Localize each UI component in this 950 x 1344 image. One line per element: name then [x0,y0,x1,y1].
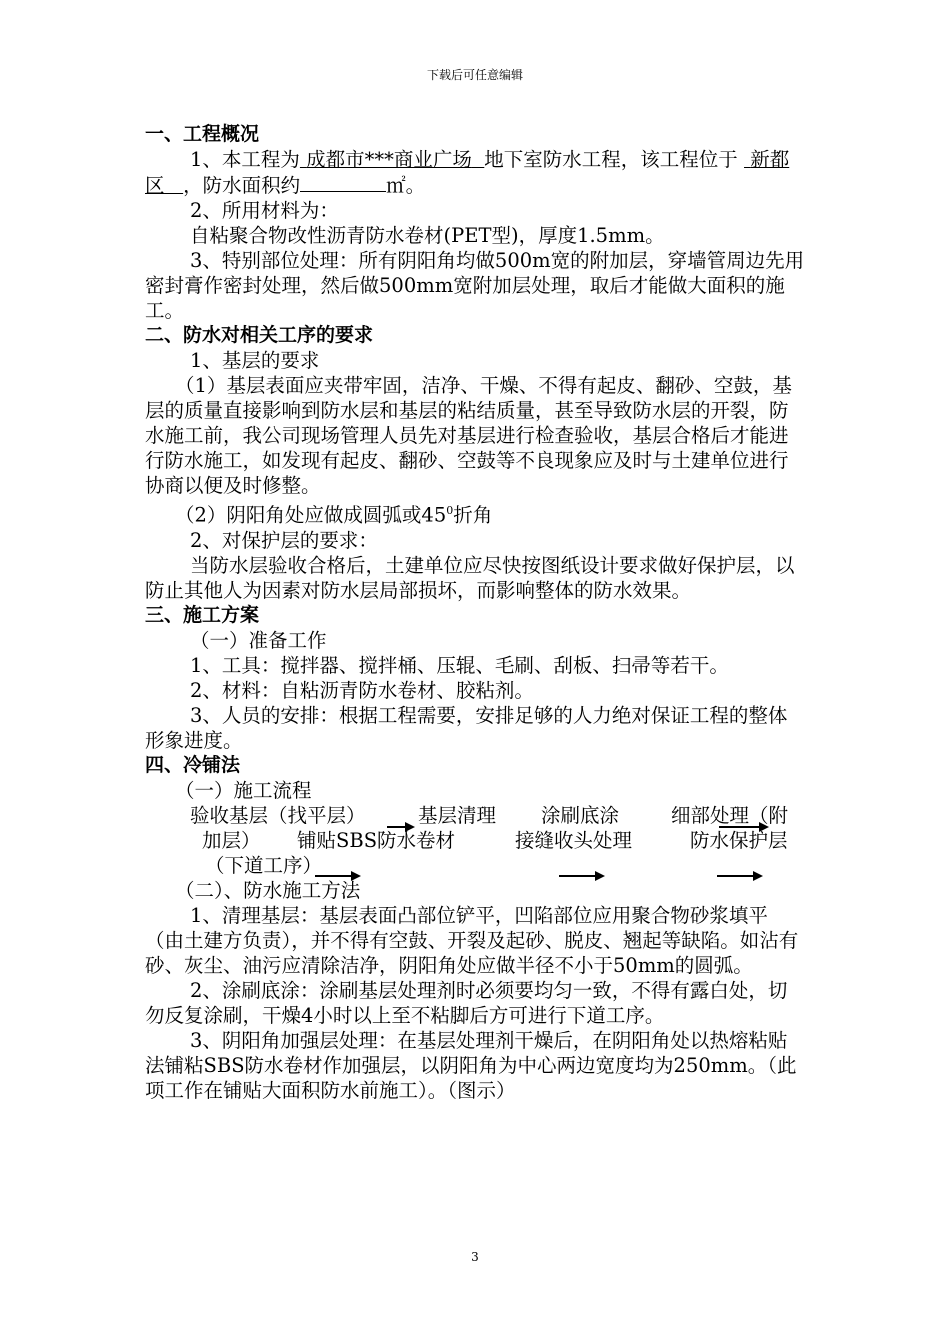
section-2-title: 二、防水对相关工序的要求 [145,324,374,346]
flow-step: （下道工序） [205,853,323,877]
paragraph [145,498,805,528]
paragraph: （一）准备工作 [190,628,327,652]
paragraph: 1、工具：搅拌器、搅拌桶、压辊、毛刷、刮板、扫帚等若干。 [190,653,729,677]
paragraph: 1、基层的要求 [190,349,320,372]
section-4-title: 四、冷铺法 [145,753,241,776]
flow-step: 涂刷底涂 [541,803,620,827]
paragraph: 2、材料：自粘沥青防水卷材、胶粘剂。 [190,678,534,702]
paragraph: （1）基层表面应夹带牢固，洁净、干燥、不得有起皮、翻砂、空鼓，基层的质量直接影响到防水层和基层的粘结质量，甚至导致防水层的开裂，防水施工前，我公司现场管理人员先对基层进行检查验收，基层合格后才能进行防水施工，如发现有起皮、翻砂、空鼓等不良现象应及时与土建单位进行协商以便及时修整。 [145,374,792,497]
page-header: 下载后可任意编辑 [426,68,523,82]
flow-arrow [717,875,761,877]
flow-step: 防水保护层 [690,828,788,852]
paragraph: （二）、防水施工方法 [175,878,361,902]
paragraph: 2、涂刷底涂：涂刷基层处理剂时必须要均匀一致，不得有露白处，切勿反复涂刷，干燥4小时以上至不粘脚后方可进行下道工序。 [145,978,788,1027]
paragraph: 1、清理基层：基层表面凸部位铲平，凹陷部位应用聚合物砂浆填平（由土建方负责），并不得有空鼓、开裂及起砂、脱皮、翘起等缺陷。如沾有砂、灰尘、油污应清除洁净，阴阳角处应做半径不小于50mm的圆弧。 [145,903,799,977]
superscript: 0 [446,504,454,517]
section-3-title: 三、施工方案 [145,603,260,626]
project-name: 成都市***商业广场 [306,148,472,171]
document-body [145,122,805,1103]
unit: ㎡。 [386,174,426,197]
process-flow [145,803,805,878]
paragraph: 3、阴阳角加强层处理：在基层处理剂干燥后，在阴阳角处以热熔粘贴法铺粘SBS防水卷材作加强层，以阴阳角为中心两边宽度均为250mm。（此项工作在铺贴大面积防水前施工）。（图示） [145,1028,797,1102]
section-1-title: 一、工程概况 [145,123,260,145]
paragraph: （一）施工流程 [175,778,312,802]
flow-step: 基层清理 [418,803,497,827]
page-number: 3 [471,1250,479,1264]
flow-arrow [387,826,413,828]
flow-arrow [559,875,603,877]
paragraph: 3、特别部位处理：所有阴阳角均做500m宽的附加层，穿墙管周边先用密封膏作密封处理，然后做500mm宽附加层处理，取后才能做大面积的施工。 [145,249,805,322]
flow-arrow [719,826,767,828]
paragraph: 当防水层验收合格后，土建单位应尽快按图纸设计要求做好保护层，以防止其他人为因素对防水层局部损坏，而影响整体的防水效果。 [145,553,795,602]
flow-step: 细部处理（附 [671,803,789,827]
flow-step: 接缝收头处理 [515,828,633,852]
paragraph: 3、人员的安排：根据工程需要，安排足够的人力绝对保证工程的整体形象进度。 [145,703,788,752]
paragraph [145,147,805,198]
flow-arrow [315,875,359,877]
text: 折角 [453,503,493,527]
text: ，防水面积约 [183,174,301,197]
text: （2）阴阳角处应做成圆弧或45 [175,503,447,527]
paragraph: 自粘聚合物改性沥青防水卷材(PET型)，厚度1.5mm。 [190,224,665,247]
paragraph: 2、对保护层的要求： [190,528,378,552]
flow-step: 验收基层（找平层） [190,803,366,827]
text: 1、本工程为 [190,148,300,171]
text: 地下室防水工程，该工程位于 [484,148,738,171]
area-blank [300,172,386,192]
project-area: 新都区 [145,148,790,197]
flow-step: 铺贴SBS防水卷材 [297,828,456,852]
flow-step: 加层） [202,828,261,852]
paragraph: 2、所用材料为： [190,199,339,222]
